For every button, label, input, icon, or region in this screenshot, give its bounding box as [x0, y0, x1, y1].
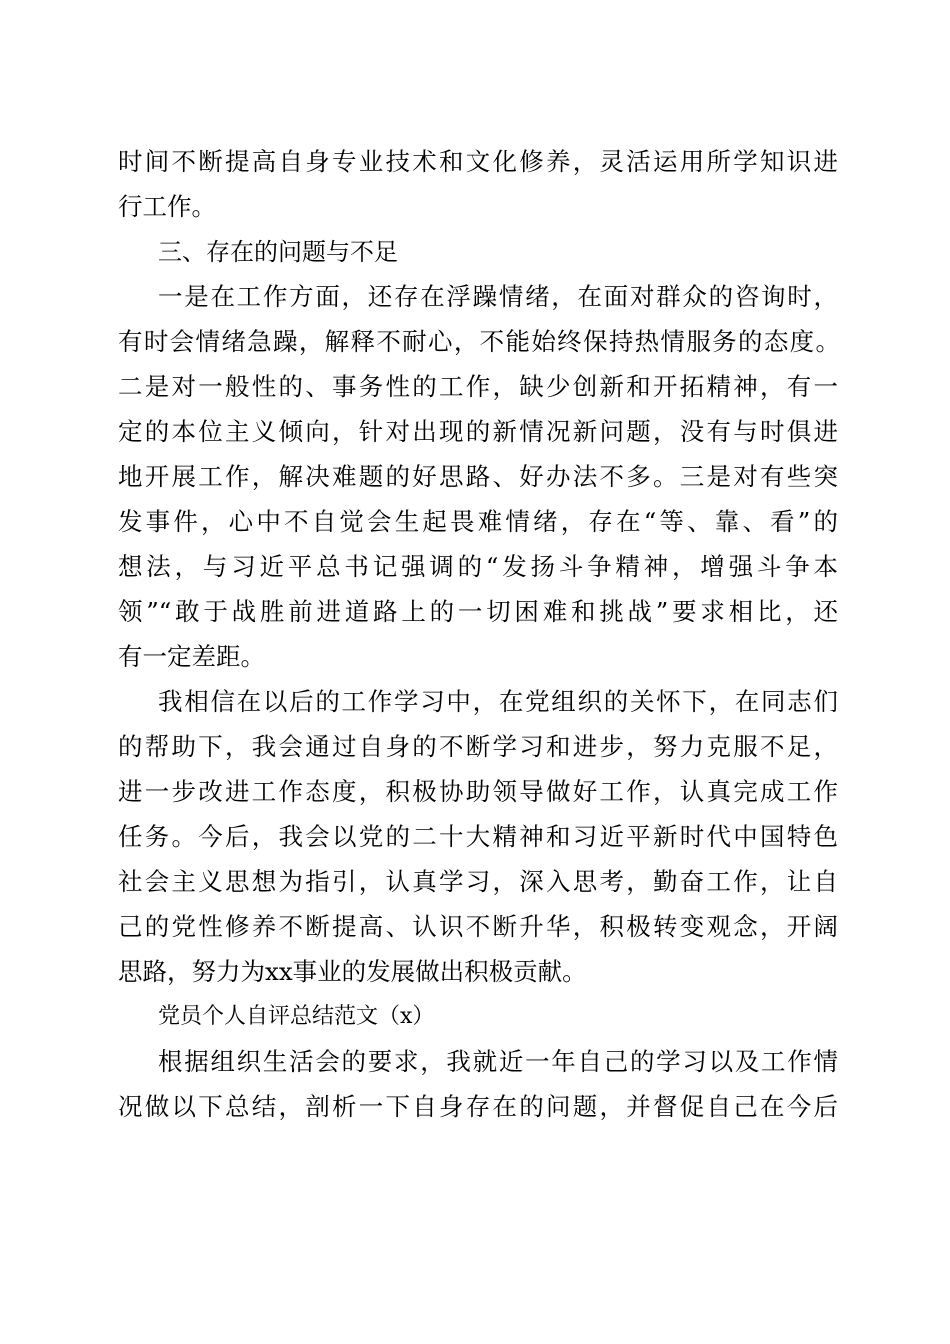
body-text-line: 一是在工作方面，还存在浮躁情绪，在面对群众的咨询时， — [158, 282, 838, 311]
body-text-line: 根据组织生活会的要求，我就近一年自己的学习以及工作情 — [158, 1047, 838, 1076]
body-text-line: 定的本位主义倾向，针对出现的新情况新问题，没有与时俱进 — [118, 417, 838, 446]
body-text-line: 任务。今后，我会以党的二十大精神和习近平新时代中国特色 — [118, 822, 838, 851]
body-text-line: 想法，与习近平总书记强调的“发扬斗争精神，增强斗争本 — [118, 552, 838, 581]
body-text-line: 地开展工作，解决难题的好思路、好办法不多。三是对有些突 — [118, 462, 838, 491]
body-text-line: 我相信在以后的工作学习中，在党组织的关怀下，在同志们 — [158, 687, 838, 716]
body-text-line: 思路，努力为xx事业的发展做出积极贡献。 — [118, 957, 587, 986]
body-text-line: 二是对一般性的、事务性的工作，缺少创新和开拓精神，有一 — [118, 372, 838, 401]
section-heading: 三、存在的问题与不足 — [158, 238, 398, 266]
body-text-line: 己的党性修养不断提高、认识不断升华，积极转变观念，开阔 — [118, 912, 838, 941]
body-text-line: 行工作。 — [118, 192, 216, 221]
body-text-line: 有一定差距。 — [118, 642, 265, 671]
body-text-line: 时间不断提高自身专业技术和文化修养，灵活运用所学知识进 — [118, 147, 838, 176]
body-text-line: 进一步改进工作态度，积极协助领导做好工作，认真完成工作 — [118, 777, 838, 806]
body-text-line: 有时会情绪急躁，解释不耐心，不能始终保持热情服务的态度。 — [118, 327, 840, 356]
body-text-line: 发事件，心中不自觉会生起畏难情绪，存在“等、靠、看”的 — [118, 507, 838, 536]
body-text-line: 的帮助下，我会通过自身的不断学习和进步，努力克服不足， — [118, 732, 838, 761]
body-text-line: 领”“敢于战胜前进道路上的一切困难和挑战”要求相比，还 — [118, 597, 838, 626]
body-text-line: 社会主义思想为指引，认真学习，深入思考，勤奋工作，让自 — [118, 867, 838, 896]
body-text-line: 况做以下总结，剖析一下自身存在的问题，并督促自己在今后 — [118, 1092, 838, 1121]
article-title: 党员个人自评总结范文（x） — [158, 1004, 435, 1029]
